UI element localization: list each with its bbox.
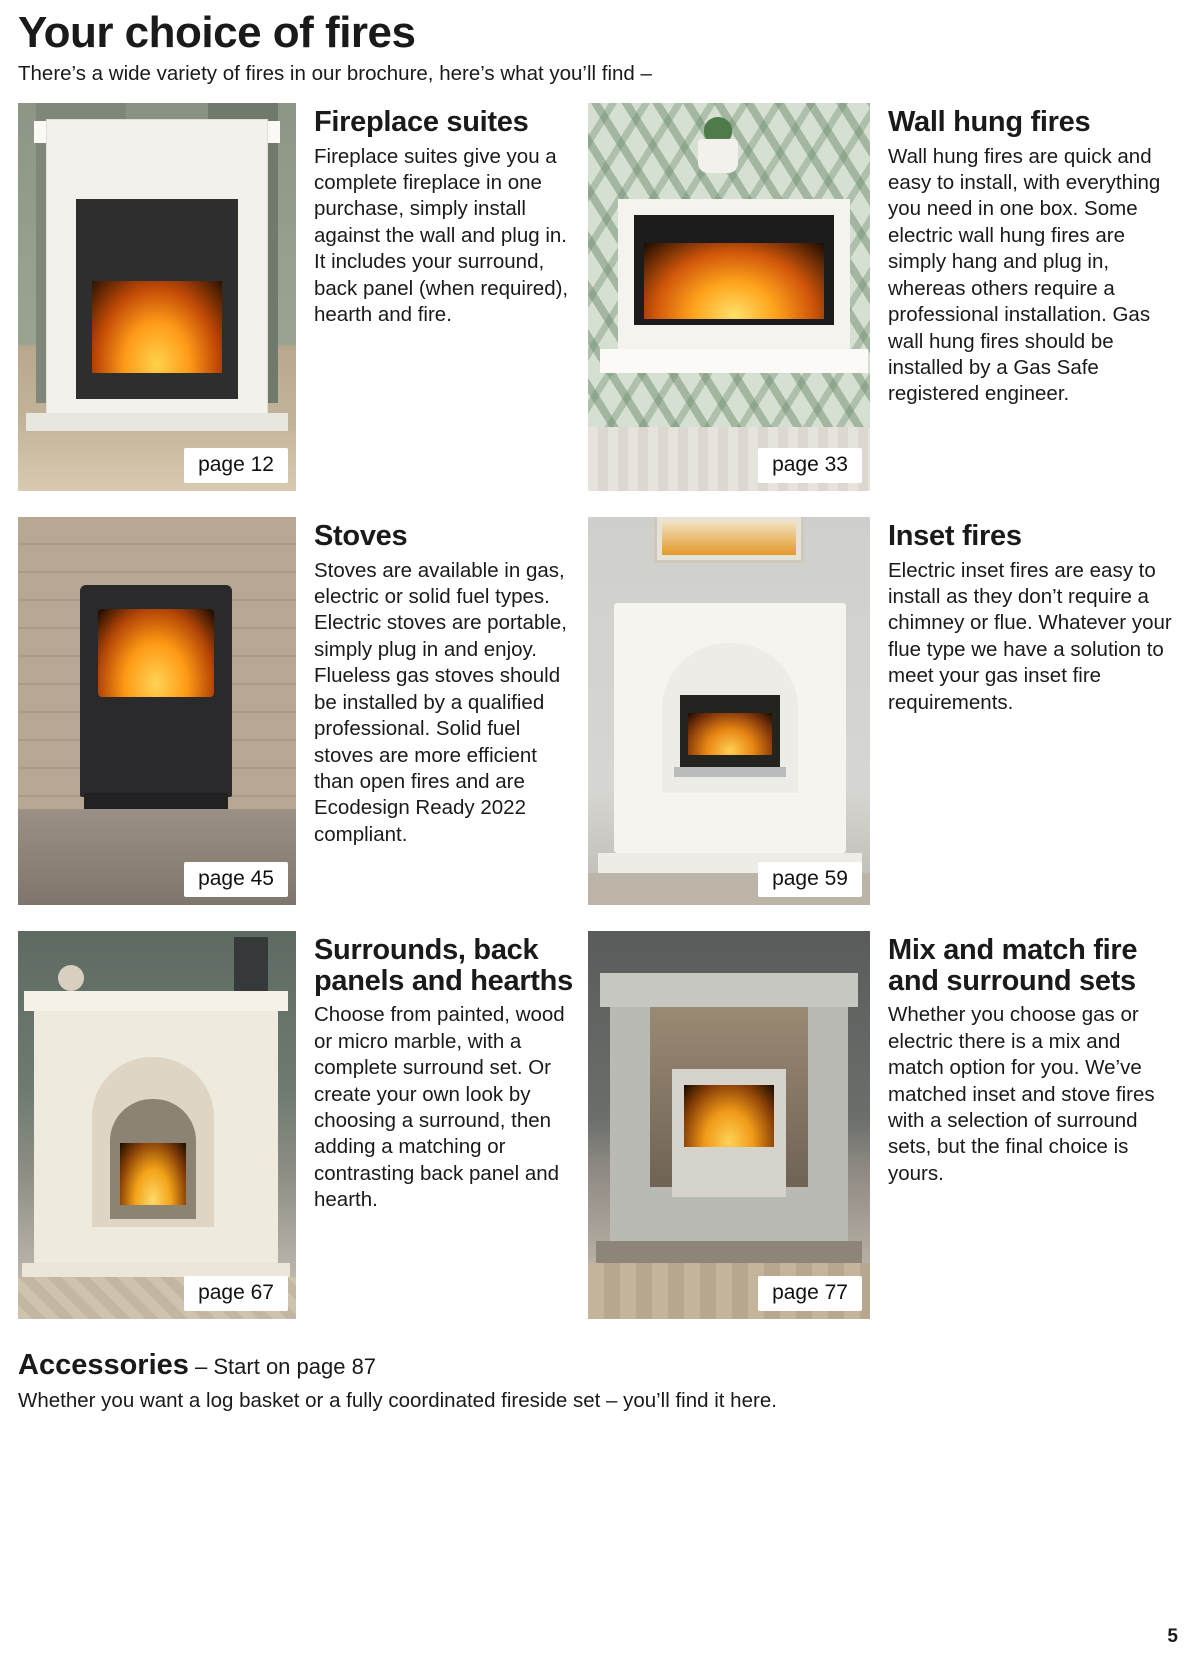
- block-body: Stoves are available in gas, electric or solid fuel types. Electric stoves are portable, simply plug in and enjoy. Flueless gas stoves should be installed by a qualified professional. Solid fuel stoves are more efficient than open fires and are Ecodesign Ready 2022 compliant.: [314, 558, 567, 846]
- block-title: Wall hung fires: [888, 105, 1091, 138]
- fireplace-suite-image: [18, 103, 296, 491]
- page-reference-badge[interactable]: page 67: [184, 1276, 288, 1311]
- mix-and-match-photo: [588, 931, 870, 1319]
- page-title: Your choice of fires: [18, 8, 416, 57]
- brochure-page: [0, 10, 1200, 1662]
- stove-text: [296, 517, 588, 905]
- block-body: Electric inset fires are easy to install as they don’t require a chimney or flue. Whatever your flue type we have a solution to meet your gas inset fire requirements.: [888, 558, 1172, 714]
- wall-hung-fire-image: [588, 103, 870, 491]
- inset-fire-image: [588, 517, 870, 905]
- stove-image: [18, 517, 296, 905]
- block-body: Fireplace suites give you a complete fireplace in one purchase, simply install against the wall and plug in. It includes your surround, back panel (when required), hearth and fire.: [314, 144, 569, 327]
- page-reference-badge[interactable]: page 12: [184, 448, 288, 483]
- inset-fire-photo: [588, 517, 870, 905]
- fireplace-suite-text: [296, 103, 588, 491]
- accessories-heading: Accessories: [18, 1348, 189, 1381]
- page-number: 5: [1167, 1626, 1178, 1647]
- block-body: Wall hung fires are quick and easy to install, with everything you need in one box. Some electric wall hung fires are simply hang and plug in, whereas others require a professional installation. Gas wall hung fires should be installed by a Gas Safe registered engineer.: [888, 144, 1161, 406]
- page-reference-badge[interactable]: page 77: [758, 1276, 862, 1311]
- block-body: Whether you choose gas or electric there is a mix and match option for you. We’ve matched inset and stove fires with a selection of surround sets, but the final choice is yours.: [888, 1003, 1155, 1185]
- page-reference-badge[interactable]: page 59: [758, 862, 862, 897]
- accessories-body: Whether you want a log basket or a fully coordinated fireside set – you’ll find it here.: [18, 1388, 777, 1412]
- surround-back-panel-hearth-photo: [18, 931, 296, 1319]
- fire-category-grid: [18, 103, 1182, 1319]
- wall-hung-fire-text: [870, 103, 1182, 491]
- page-intro: There’s a wide variety of fires in our brochure, here’s what you’ll find –: [18, 62, 652, 86]
- page-reference-badge[interactable]: page 45: [184, 862, 288, 897]
- mix-and-match-image: [588, 931, 870, 1319]
- surround-text: [296, 931, 588, 1319]
- inset-fire-text: [870, 517, 1182, 905]
- block-title: Fireplace suites: [314, 105, 529, 138]
- block-body: Choose from painted, wood or micro marble, with a complete surround set. Or create your own look by choosing a surround, then adding a matching or contrasting back panel and hearth.: [314, 1003, 565, 1212]
- accessories-subheading: – Start on page 87: [188, 1353, 377, 1379]
- stove-photo: [18, 517, 296, 905]
- block-title: Stoves: [314, 519, 408, 552]
- block-title: Inset fires: [888, 519, 1022, 552]
- accessories-section: [18, 1349, 1182, 1414]
- mix-and-match-text: [870, 931, 1182, 1319]
- page-reference-badge[interactable]: page 33: [758, 448, 862, 483]
- block-title: Surrounds, back panels and hearths: [314, 933, 573, 997]
- block-title: Mix and match fire and surround sets: [888, 933, 1138, 997]
- surround-image: [18, 931, 296, 1319]
- wall-hung-fire-photo: [588, 103, 870, 491]
- fireplace-suite-photo: [18, 103, 296, 491]
